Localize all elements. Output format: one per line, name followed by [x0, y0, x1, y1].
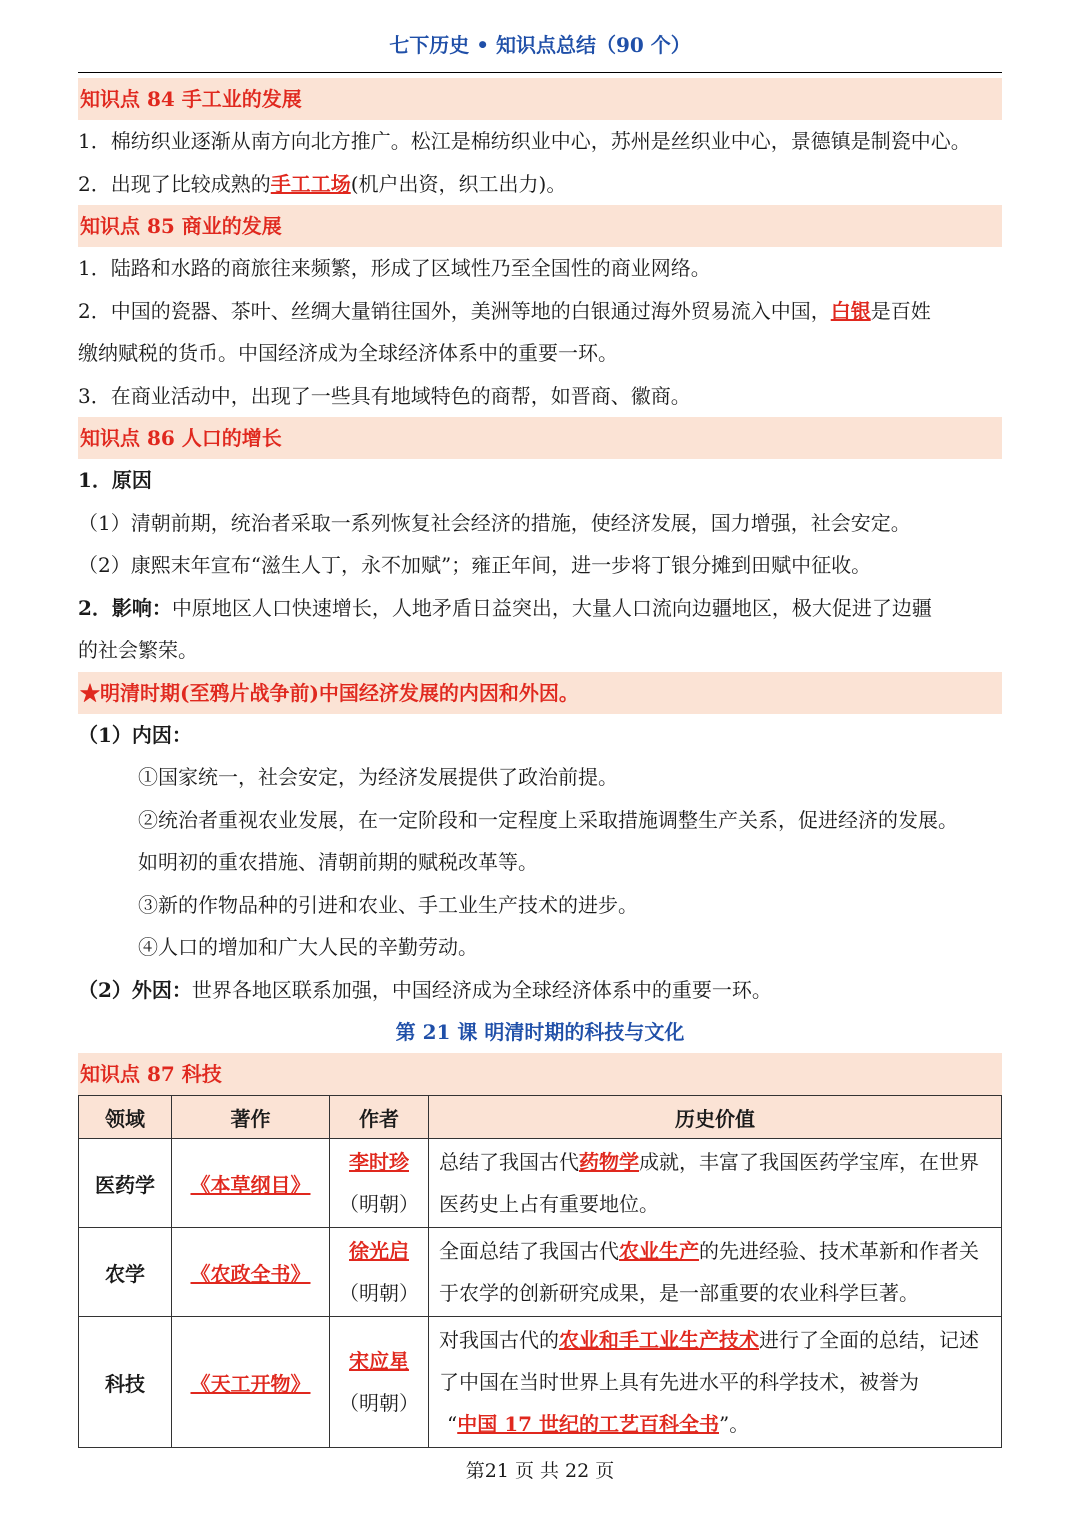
main-content — [78, 78, 1002, 1448]
kp86-reason-title: 1．原因 — [78, 468, 152, 492]
inner-3: ③新的作物品种的引进和农业、手工业生产技术的进步。 — [138, 892, 638, 917]
key-term: 白银 — [830, 298, 871, 323]
book-cell: 《本草纲目》 — [172, 1139, 330, 1228]
author-cell: 宋应星 （明朝） — [330, 1317, 429, 1448]
value-cell: 全面总结了我国古代农业生产的先进经验、技术革新和作者关于农学的创新研究成果，是一部重要的农业科学巨著。 — [429, 1228, 1002, 1317]
col-header: 作者 — [330, 1096, 429, 1139]
inner-2: ②统治者重视农业发展，在一定阶段和一定程度上采取措施调整生产关系，促进经济的发展。 — [138, 807, 958, 832]
value-cell: 总结了我国古代药物学成就，丰富了我国医药学宝库，在世界医药史上占有重要地位。 — [429, 1139, 1002, 1228]
book-cell: 《农政全书》 — [172, 1228, 330, 1317]
page-title: 七下历史 • 知识点总结（90 个） — [389, 33, 691, 57]
kp84-p1: 1．棉纺织业逐渐从南方向北方推广。松江是棉纺织业中心，苏州是丝织业中心，景德镇是制瓷中心。 — [78, 129, 971, 153]
kp84-title: 知识点 84 手工业的发展 — [78, 78, 1002, 120]
kp85-p2-cont: 缴纳赋税的货币。中国经济成为全球经济体系中的重要一环。 — [78, 341, 618, 365]
science-table — [78, 1095, 1002, 1448]
key-term: 手工工场 — [270, 171, 351, 196]
col-header: 领域 — [79, 1096, 172, 1139]
author-cell: 李时珍 （明朝） — [330, 1139, 429, 1228]
inner-2-cont: 如明初的重农措施、清朝前期的赋税改革等。 — [138, 850, 538, 874]
outer-line: （2）外因：世界各地区联系加强，中国经济成为全球经济体系中的重要一环。 — [78, 977, 772, 1002]
table-row — [79, 1317, 1002, 1448]
value-cell: 对我国古代的农业和手工业生产技术进行了全面的总结，记述了中国在当时世界上具有先进水平的科学技术，被誉为 “中国 17 世纪的工艺百科全书”。 — [429, 1317, 1002, 1448]
field-cell: 医药学 — [79, 1139, 172, 1228]
kp85-p3: 3．在商业活动中，出现了一些具有地域特色的商帮，如晋商、徽商。 — [78, 383, 691, 408]
table-row — [79, 1228, 1002, 1317]
inner-label: （1）内因： — [78, 722, 192, 747]
kp84-p2: 2．出现了比较成熟的手工工场(机户出资，织工出力)。 — [78, 171, 567, 196]
inner-1: ①国家统一，社会安定，为经济发展提供了政治前提。 — [138, 765, 618, 789]
kp86-impact: 2．影响：中原地区人口快速增长，人地矛盾日益突出，大量人口流向边疆地区，极大促进了边疆 — [78, 595, 932, 620]
field-cell: 农学 — [79, 1228, 172, 1317]
col-header: 著作 — [172, 1096, 330, 1139]
table-row — [79, 1139, 1002, 1228]
page-number: 第21 页 共 22 页 — [465, 1460, 615, 1482]
star-title: ★明清时期(至鸦片战争前)中国经济发展的内因和外因。 — [78, 672, 1002, 714]
lesson-title: 第 21 课 明清时期的科技与文化 — [395, 1020, 685, 1044]
author-cell: 徐光启 （明朝） — [330, 1228, 429, 1317]
kp85-title: 知识点 85 商业的发展 — [78, 205, 1002, 247]
kp86-title: 知识点 86 人口的增长 — [78, 417, 1002, 459]
kp86-r2: （2）康熙末年宣布“滋生人丁，永不加赋”；雍正年间，进一步将丁银分摊到田赋中征收。 — [78, 553, 872, 577]
kp85-p2: 2．中国的瓷器、茶叶、丝绸大量销往国外，美洲等地的白银通过海外贸易流入中国，白银是百姓 — [78, 298, 931, 323]
book-cell: 《天工开物》 — [172, 1317, 330, 1448]
inner-4: ④人口的增加和广大人民的辛勤劳动。 — [138, 935, 478, 959]
kp86-impact-cont: 的社会繁荣。 — [78, 638, 198, 662]
header-divider — [78, 72, 1002, 73]
kp87-title: 知识点 87 科技 — [78, 1053, 1002, 1095]
col-header: 历史价值 — [429, 1096, 1002, 1139]
table-header-row — [79, 1096, 1002, 1139]
kp85-p1: 1．陆路和水路的商旅往来频繁，形成了区域性乃至全国性的商业网络。 — [78, 256, 711, 280]
kp86-r1: （1）清朝前期，统治者采取一系列恢复社会经济的措施，使经济发展，国力增强，社会安定。 — [78, 510, 911, 535]
field-cell: 科技 — [79, 1317, 172, 1448]
